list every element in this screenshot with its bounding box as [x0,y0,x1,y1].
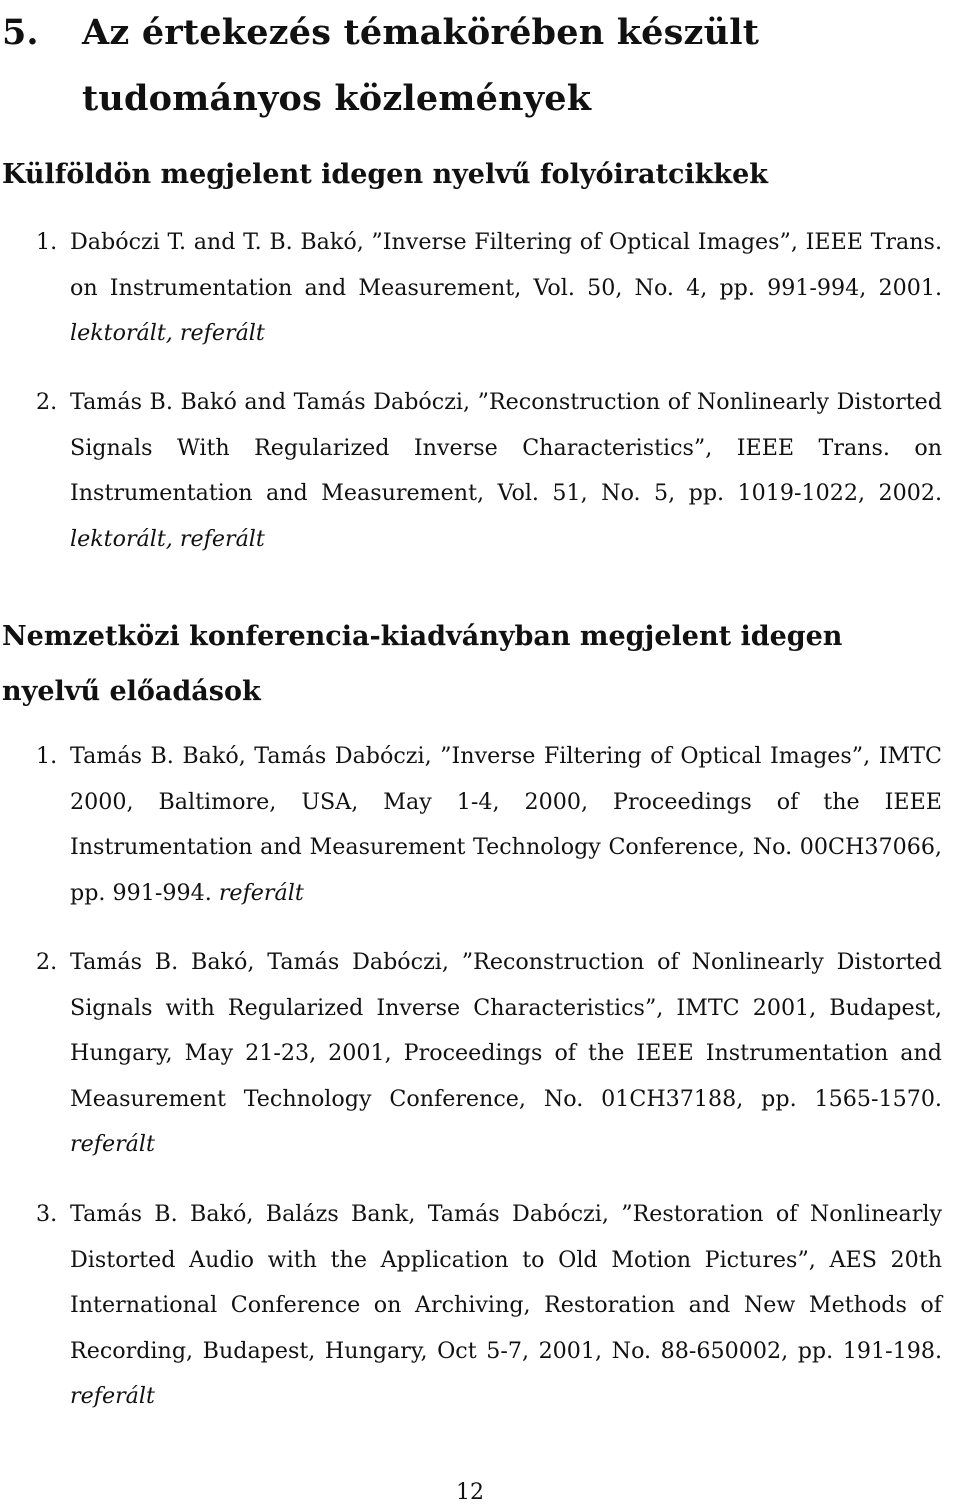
journal-reference-1 [0,220,942,357]
reference-text: Tamás B. Bakó, Tamás Dabóczi, ”Reconstruction of Nonlinearly Distorted Signals with Regularized Inverse Characteristics”, IMTC 2001, Budapest, Hungary, May 21-23, 2001, Proceedings of the IEEE Instrumentation and Measurement Technology Conference, No. 01CH37188, pp. 1565-1570. [70,949,942,1112]
reference-body [70,1192,942,1420]
reference-text: Dabóczi T. and T. B. Bakó, ”Inverse Filtering of Optical Images”, IEEE Trans. on Instrumentation and Measurement, Vol. 50, No. 4, pp. 991-994, 2001. [70,229,942,301]
section-heading-journals: Külföldön megjelent idegen nyelvű folyóiratcikkek [2,159,768,190]
chapter-heading [0,0,950,132]
reference-note: lektorált, referált [70,320,265,346]
reference-note: referált [70,1383,155,1409]
reference-text: Tamás B. Bakó and Tamás Dabóczi, ”Reconstruction of Nonlinearly Distorted Signals With Regularized Inverse Characteristics”, IEEE Trans. on Instrumentation and Measurement, Vol. 51, No. 5, pp. 1019-1022, 2002. [70,389,942,506]
page-number: 12 [456,1480,484,1505]
reference-note: lektorált, referált [70,525,265,552]
journal-reference-2 [0,380,942,562]
reference-number: 2. [36,389,58,415]
reference-body [70,220,942,357]
conference-reference-2 [0,940,942,1168]
chapter-number: 5. [2,12,39,53]
reference-number: 1. [36,229,58,255]
reference-body [70,734,942,916]
reference-number: 3. [36,1201,58,1227]
reference-note: referált [218,879,304,906]
chapter-title: Az értekezés témakörében készült tudományos közlemények [82,12,760,119]
reference-number: 2. [36,949,58,975]
reference-body [70,940,942,1168]
reference-note: referált [70,1131,155,1157]
section-heading-conferences: Nemzetközi konferencia-kiadványban megjelent idegen nyelvű előadások [2,621,843,707]
conference-reference-3 [0,1192,942,1420]
conference-reference-1 [0,734,942,916]
reference-text: Tamás B. Bakó, Tamás Dabóczi, ”Inverse Filtering of Optical Images”, IMTC 2000, Baltimore, USA, May 1-4, 2000, Proceedings of the IEEE Instrumentation and Measurement Technology Conference, No. 00CH37066, pp. 991-994. [70,743,942,906]
reference-text: Tamás B. Bakó, Balázs Bank, Tamás Dabóczi, ”Restoration of Nonlinearly Distorted Audio with the Application to Old Motion Pictures”, AES 20th International Conference on Archiving, Restoration and New Methods of Recording, Budapest, Hungary, Oct 5-7, 2001, No. 88-650002, pp. 191-198. [70,1201,942,1364]
reference-number: 1. [36,743,58,769]
reference-body [70,380,942,562]
